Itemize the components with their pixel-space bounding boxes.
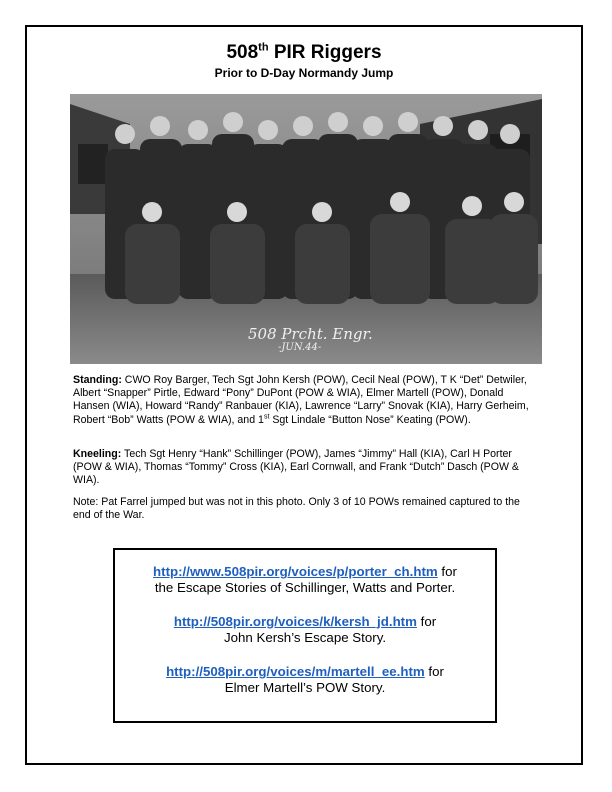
page-subtitle: Prior to D-Day Normandy Jump [214, 66, 394, 80]
kneeling-label: Kneeling: [73, 448, 122, 460]
page-title: 508th PIR Riggers [226, 41, 382, 63]
links-box [113, 548, 497, 723]
martell-link[interactable]: http://508pir.org/voices/m/martell_ee.htm [166, 664, 425, 679]
note-caption: Note: Pat Farrel jumped but was not in this photo. Only 3 of 10 POWs remained captured to the end of the War. [73, 496, 520, 522]
group-photo [70, 94, 542, 364]
standing-caption: Standing: CWO Roy Barger, Tech Sgt John Kersh (POW), Cecil Neal (POW), T K “Det” Detwiler, Albert “Snapper” Pirtle, Edward “Pony” DuPont (POW & WIA), Elmer Martell (POW), Donald Hansen (WIA), Howard “Randy” Ranbauer (KIA), Lawrence “Larry” Snovak (KIA), Harry Gerheim, Robert “Bob” Watts (POW & WIA), and 1st Sgt Lindale “Button Nose” Keating (POW). [73, 374, 529, 426]
photo-inscription: 508 Prcht. Engr. [248, 325, 373, 343]
kneeling-caption: Kneeling: Tech Sgt Henry “Hank” Schillinger (POW), James “Jimmy” Hall (KIA), Carl H Porter (POW & WIA), Thomas “Tommy” Cross (KIA), Earl Cornwall, and Frank “Dutch” Dasch (POW & WIA). [73, 448, 519, 487]
standing-label: Standing: [73, 374, 122, 386]
link-item-martell: http://508pir.org/voices/m/martell_ee.htm for Elmer Martell’s POW Story. [166, 664, 444, 695]
kersh-link[interactable]: http://508pir.org/voices/k/kersh_jd.htm [173, 614, 417, 629]
photo-date: -JUN.44- [278, 342, 322, 353]
link-item-porter: http://www.508pir.org/voices/p/porter_ch.htm for the Escape Stories of Schillinger, Watts and Porter. [153, 564, 457, 595]
porter-link[interactable]: http://www.508pir.org/voices/p/porter_ch.htm [153, 564, 438, 579]
link-item-kersh: http://508pir.org/voices/k/kersh_jd.htm for John Kersh’s Escape Story. [173, 614, 437, 645]
